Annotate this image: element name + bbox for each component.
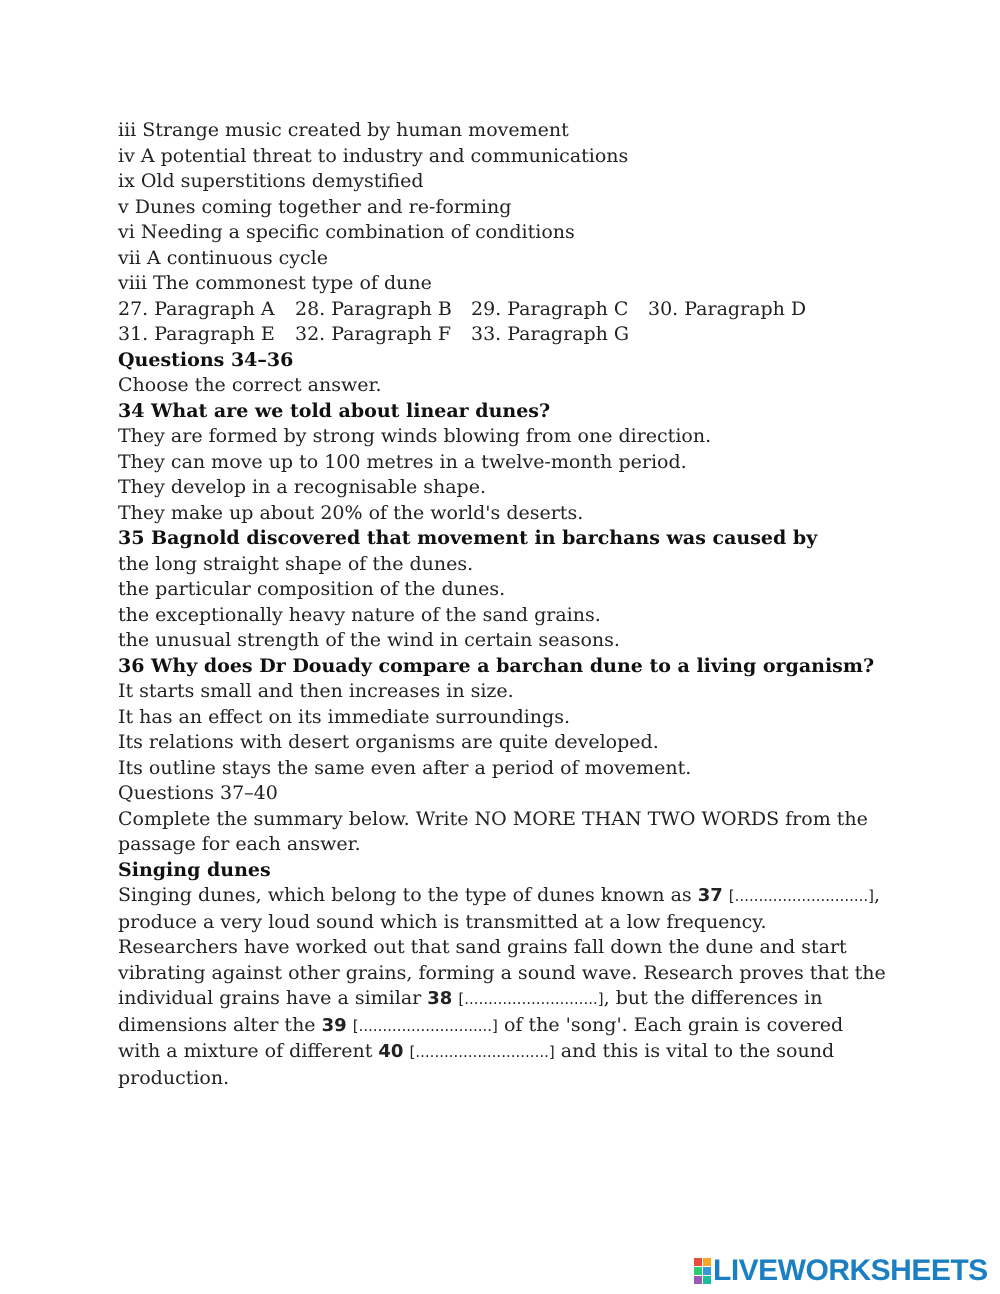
worksheet-page (118, 118, 918, 1091)
heading-option: viii The commonest type of dune (118, 272, 432, 294)
answer-blank-39[interactable]: [............................] (352, 1016, 498, 1035)
paragraph-e-item[interactable]: 31. Paragraph E (118, 323, 275, 345)
question-35: 35 Bagnold discovered that movement in barchans was caused by (118, 527, 818, 549)
paragraph-f-item[interactable]: 32. Paragraph F (295, 323, 452, 345)
question-36: 36 Why does Dr Douady compare a barchan dune to a living organism? (118, 654, 875, 677)
summary-text: , produce a very loud sound which is transmitted at a low frequency. Researchers have worked out that sand grains fall down the dune and start vibrating against other grains, forming a sound wave. Research proves that the individual grains have a similar (118, 884, 886, 1009)
answer-option[interactable]: They can move up to 100 metres in a twelve-month period. (118, 450, 687, 473)
answer-blank-38[interactable]: [............................] (458, 990, 604, 1008)
answer-blank-40[interactable]: [............................] (409, 1043, 555, 1061)
logo-square (694, 1267, 702, 1275)
answer-option[interactable]: the particular composition of the dunes. (118, 578, 506, 600)
gap-number-37: 37 (697, 885, 723, 906)
answer-option[interactable]: Its outline stays the same even after a period of movement. (118, 756, 692, 779)
heading-option: iii Strange music created by human movement (118, 119, 569, 141)
answer-option[interactable]: the long straight shape of the dunes. (118, 552, 474, 575)
summary-text: and this is vital to the sound production. (118, 1040, 835, 1089)
answer-option[interactable]: the exceptionally heavy nature of the sand grains. (118, 603, 601, 626)
section-title-34-36: Questions 34–36 (118, 348, 294, 371)
summary-paragraph (118, 883, 888, 1091)
heading-option: v Dunes coming together and re-forming (118, 195, 512, 218)
answer-option[interactable]: They are formed by strong winds blowing from one direction. (118, 425, 712, 447)
logo-square (703, 1276, 711, 1284)
summary-text: of the 'song'. Each grain is covered with a mixture of different (118, 1013, 844, 1062)
heading-option: vii A continuous cycle (118, 246, 328, 269)
answer-option[interactable]: It has an effect on its immediate surroundings. (118, 705, 570, 728)
paragraph-g-item[interactable]: 33. Paragraph G (471, 323, 630, 345)
answer-option[interactable]: They make up about 20% of the world's deserts. (118, 501, 584, 524)
answer-option[interactable]: Its relations with desert organisms are quite developed. (118, 731, 659, 753)
gap-number-39: 39 (321, 1014, 347, 1036)
section-instruction: Complete the summary below. Write NO MORE THAN TWO WORDS from the passage for each answer. (118, 807, 868, 855)
answer-option[interactable]: It starts small and then increases in size. (118, 680, 514, 702)
logo-mark-icon (694, 1258, 710, 1284)
section-instruction: Choose the correct answer. (118, 374, 382, 396)
gap-number-38: 38 (427, 988, 453, 1009)
heading-option: iv A potential threat to industry and communications (118, 144, 629, 167)
answer-option[interactable]: They develop in a recognisable shape. (118, 476, 486, 498)
paragraph-matching-row-1 (118, 297, 918, 323)
summary-text: , but the differences in dimensions alter the (118, 987, 823, 1036)
paragraph-d-item[interactable]: 30. Paragraph D (648, 297, 807, 320)
heading-option: ix Old superstitions demystified (118, 170, 424, 192)
logo-text: LIVEWORKSHEETS (713, 1254, 988, 1287)
answer-blank-37[interactable]: [............................] (728, 887, 875, 905)
heading-option: vi Needing a specific combination of conditions (118, 221, 575, 243)
answer-option[interactable]: the unusual strength of the wind in certain seasons. (118, 629, 620, 651)
section-title-37-40: Questions 37–40 (118, 782, 278, 804)
logo-square (694, 1276, 702, 1284)
paragraph-c-item[interactable]: 29. Paragraph C (471, 297, 629, 320)
liveworksheets-logo (694, 1254, 988, 1288)
gap-number-40: 40 (378, 1041, 404, 1062)
summary-text: Singing dunes, which belong to the type of dunes known as (118, 884, 698, 906)
logo-square (703, 1267, 711, 1275)
paragraph-matching-row-2 (118, 322, 918, 348)
paragraph-a-item[interactable]: 27. Paragraph A (118, 297, 275, 320)
logo-square (703, 1258, 711, 1266)
logo-square (694, 1258, 702, 1266)
paragraph-b-item[interactable]: 28. Paragraph B (295, 297, 452, 320)
question-34: 34 What are we told about linear dunes? (118, 399, 551, 422)
summary-title: Singing dunes (118, 858, 271, 881)
